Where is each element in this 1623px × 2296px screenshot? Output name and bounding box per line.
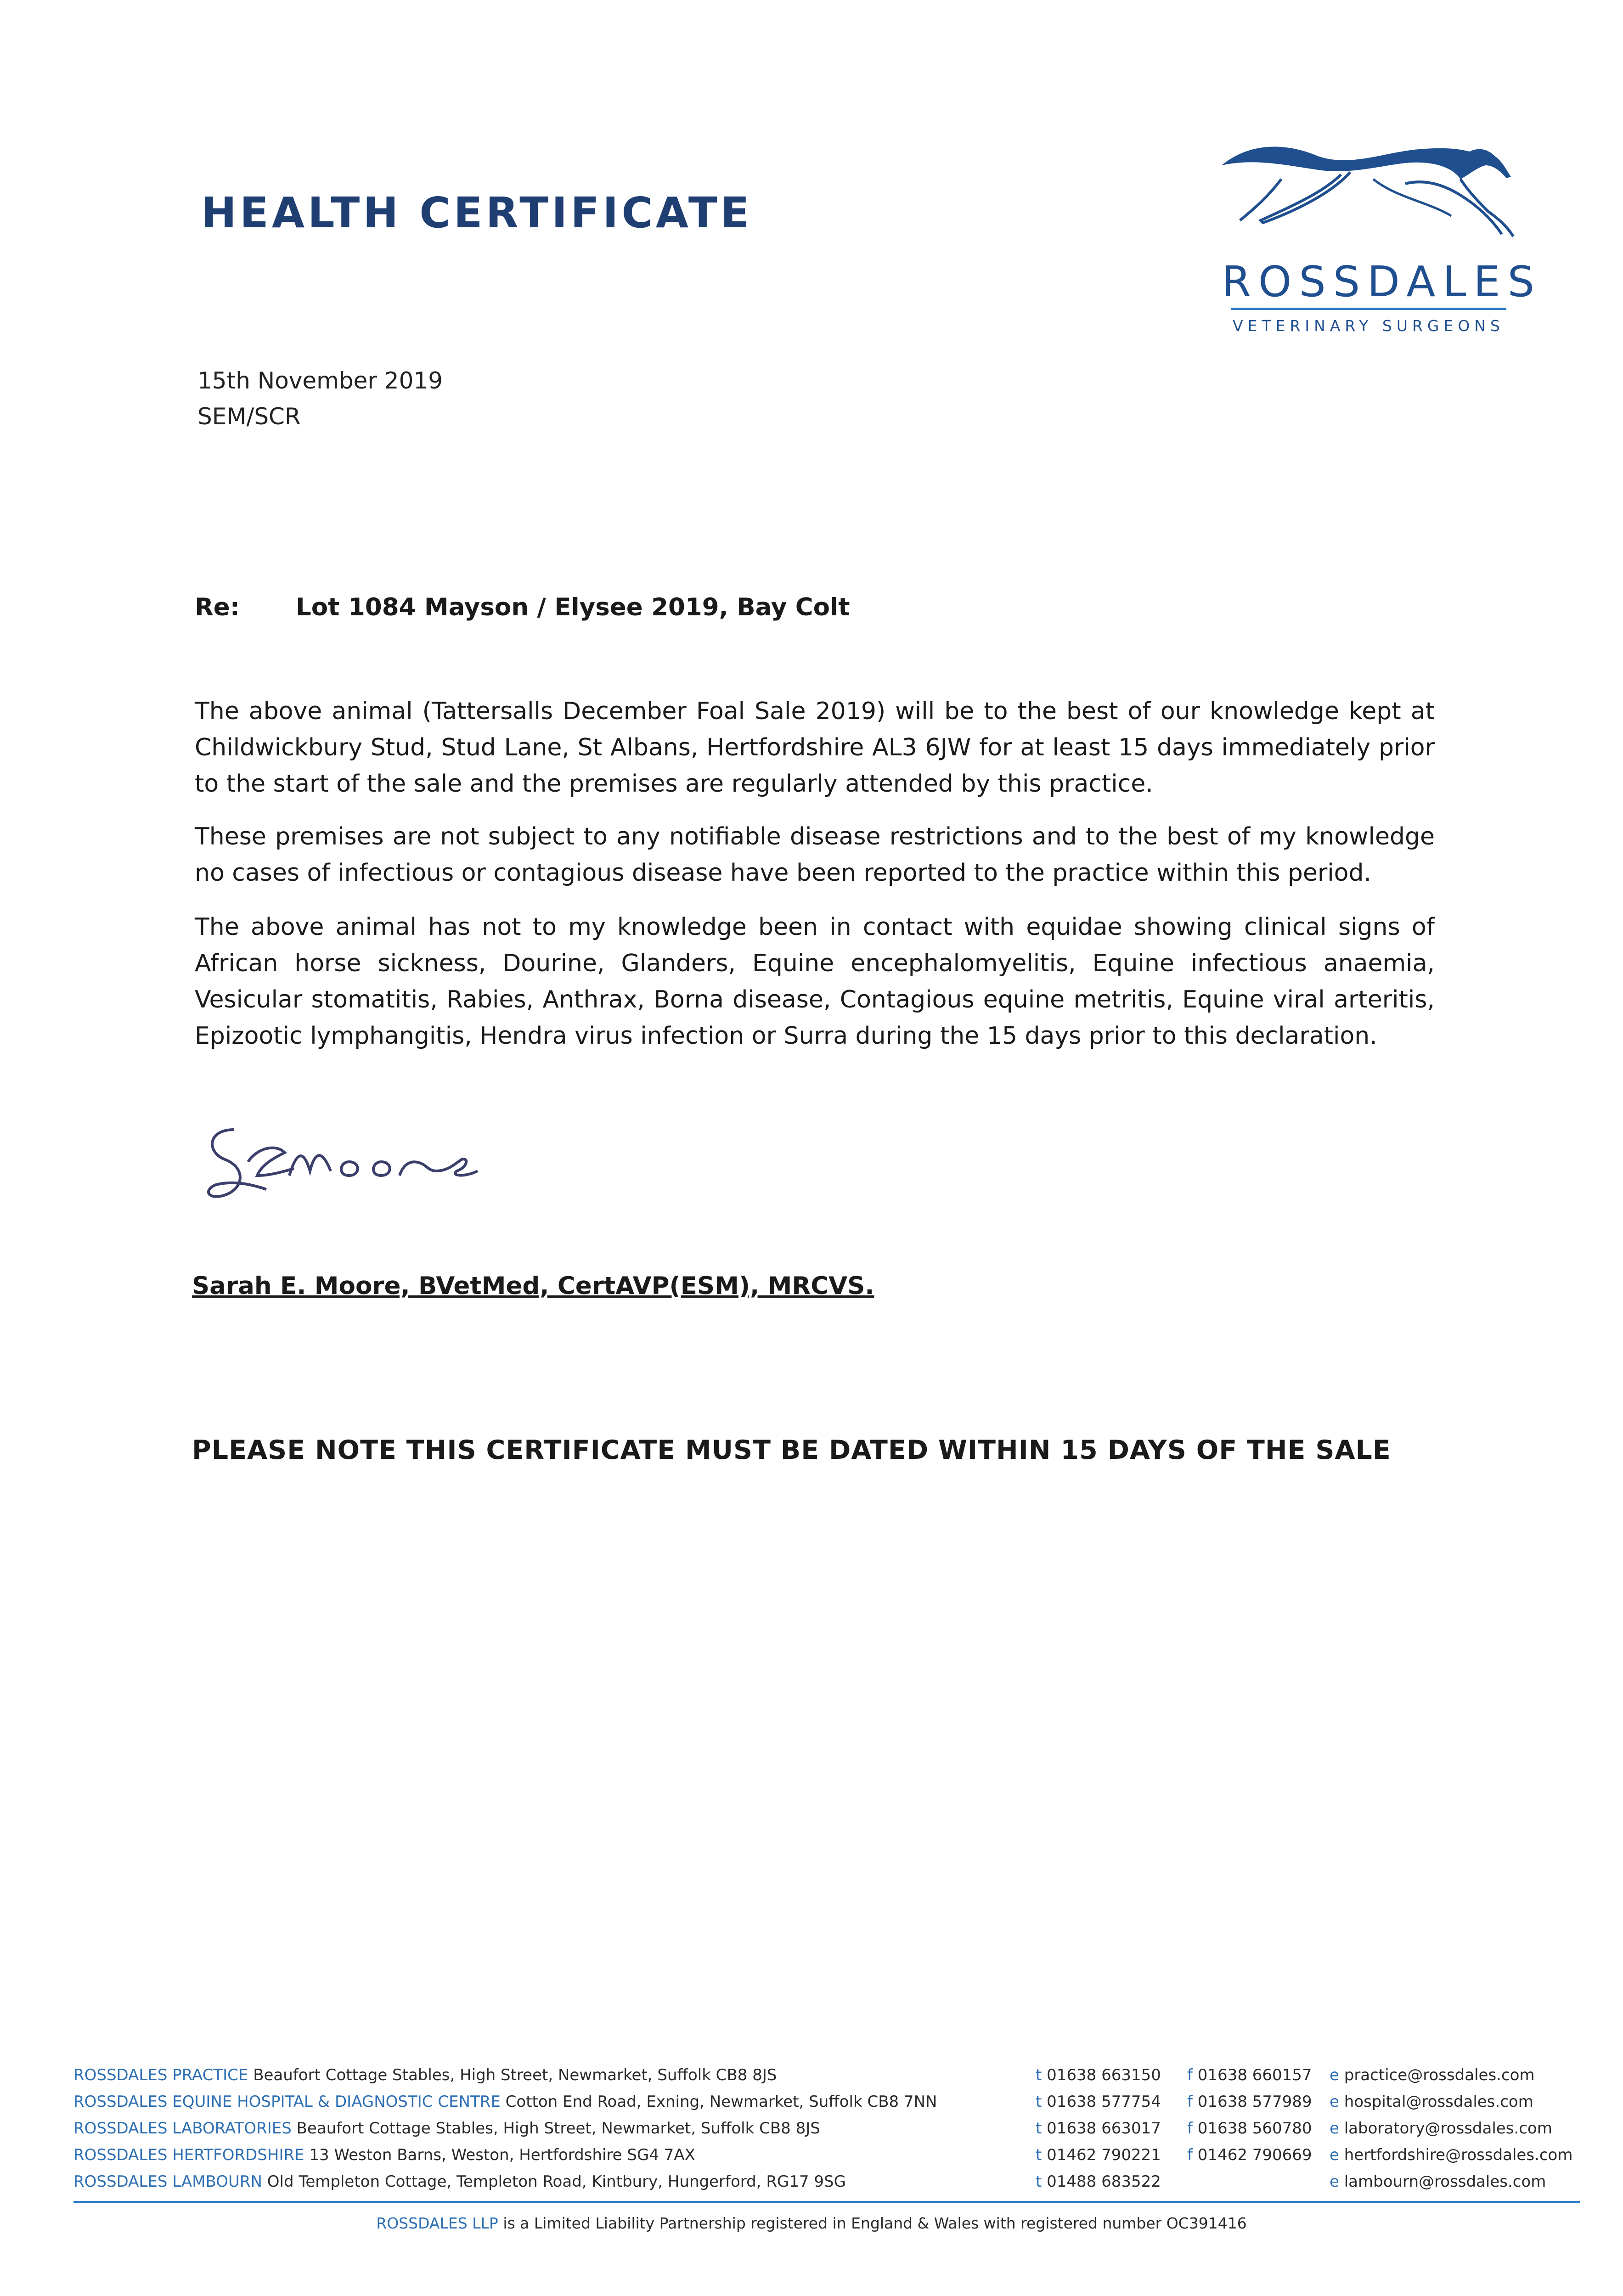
office-address: Cotton End Road, Exning, Newmarket, Suffolk CB8 7NN — [505, 2093, 937, 2111]
legal-company-name: ROSSDALES LLP — [376, 2214, 498, 2232]
office-phone: 01638 663017 — [1047, 2119, 1161, 2138]
legal-notice — [0, 2214, 1623, 2232]
footer-office-row: ROSSDALES HERTFORDSHIRE 13 Weston Barns, Weston, Hertfordshire SG4 7AX t 01462 790221 f 01462 790669 e hertfordshire@rossdales.com — [73, 2146, 1573, 2164]
body-paragraph: The above animal has not to my knowledge been in contact with equidae showing clinical signs of African horse sickness, Dourine, Glanders, Equine encephalomyelitis, Equine infectious anaemia, Vesicular stomatitis, Rabies, Anthrax, Borna disease, Contagious equine metritis, Equine viral arteritis, Epizootic lymphangitis, Hendra virus infection or Surra during the 15 days prior to this declaration. — [195, 913, 1435, 1050]
office-email: hertfordshire@rossdales.com — [1344, 2146, 1573, 2164]
office-address: Old Templeton Cottage, Templeton Road, Kintbury, Hungerford, RG17 9SG — [267, 2172, 846, 2191]
body-paragraph: The above animal (Tattersalls December Foal Sale 2019) will be to the best of our knowledge kept at Childwickbury Stud, Stud Lane, St Albans, Hertfordshire AL3 6JW for at least 15 days immediately prior to the start of the sale and the premises are regularly attended by this practice. — [195, 698, 1435, 798]
office-name: ROSSDALES HERTFORDSHIRE — [73, 2146, 304, 2164]
office-fax: 01638 660157 — [1197, 2066, 1312, 2084]
office-phone: 01638 663150 — [1047, 2066, 1161, 2084]
body-paragraph: These premises are not subject to any notifiable disease restrictions and to the best of my knowledge no cases of infectious or contagious disease have been reported to the practice within this period. — [195, 823, 1435, 887]
office-email: laboratory@rossdales.com — [1344, 2119, 1552, 2138]
document-title: HEALTH CERTIFICATE — [201, 188, 753, 237]
handwritten-signature — [197, 1111, 519, 1217]
office-email: hospital@rossdales.com — [1344, 2093, 1533, 2111]
footer-office-row: ROSSDALES PRACTICE Beaufort Cottage Stables, High Street, Newmarket, Suffolk CB8 8JS t 01638 663150 f 01638 660157 e practice@rossdales.com — [73, 2066, 1535, 2084]
signature-icon — [197, 1111, 519, 1217]
signer-name: Sarah E. Moore, BVetMed, CertAVP(ESM), MRCVS. — [192, 1272, 874, 1300]
office-name: ROSSDALES PRACTICE — [73, 2066, 248, 2084]
subject-text: Lot 1084 Mayson / Elysee 2019, Bay Colt — [296, 593, 850, 621]
footer-offices — [73, 2062, 1571, 2195]
office-phone: 01638 577754 — [1047, 2093, 1161, 2111]
letter-reference: SEM/SCR — [197, 403, 301, 430]
office-email: lambourn@rossdales.com — [1344, 2172, 1546, 2191]
horse-logo-icon — [1212, 124, 1525, 257]
footer-office-row: ROSSDALES LABORATORIES Beaufort Cottage Stables, High Street, Newmarket, Suffolk CB8 8JS t 01638 663017 f 01638 560780 e laboratory@rossdales.com — [73, 2119, 1552, 2138]
subject-label: Re: — [195, 593, 240, 621]
office-name: ROSSDALES EQUINE HOSPITAL & DIAGNOSTIC CENTRE — [73, 2093, 501, 2111]
letter-meta — [197, 363, 443, 434]
office-fax: 01462 790669 — [1197, 2146, 1312, 2164]
office-phone: 01462 790221 — [1047, 2146, 1161, 2164]
office-phone: 01488 683522 — [1047, 2172, 1161, 2191]
certificate-notice: PLEASE NOTE THIS CERTIFICATE MUST BE DATED WITHIN 15 DAYS OF THE SALE — [192, 1435, 1391, 1465]
legal-text: is a Limited Liability Partnership registered in England & Wales with registered number OC391416 — [503, 2214, 1247, 2232]
office-address: Beaufort Cottage Stables, High Street, Newmarket, Suffolk CB8 8JS — [253, 2066, 777, 2084]
letter-date: 15th November 2019 — [197, 367, 443, 394]
rossdales-logo — [1212, 124, 1542, 349]
footer-divider — [73, 2201, 1580, 2203]
footer-office-row: ROSSDALES EQUINE HOSPITAL & DIAGNOSTIC CENTRE Cotton End Road, Exning, Newmarket, Suffolk CB8 7NN t 01638 577754 f 01638 577989 e hospital@rossdales.com — [73, 2093, 1533, 2111]
office-name: ROSSDALES LABORATORIES — [73, 2119, 292, 2138]
office-fax: 01638 577989 — [1197, 2093, 1312, 2111]
office-address: 13 Weston Barns, Weston, Hertfordshire SG4 7AX — [309, 2146, 695, 2164]
office-fax: 01638 560780 — [1197, 2119, 1312, 2138]
brand-name: ROSSDALES — [1222, 257, 1542, 306]
office-email: practice@rossdales.com — [1344, 2066, 1535, 2084]
office-address: Beaufort Cottage Stables, High Street, Newmarket, Suffolk CB8 8JS — [296, 2119, 820, 2138]
brand-subtitle: VETERINARY SURGEONS — [1233, 317, 1505, 335]
brand-divider — [1231, 308, 1506, 310]
office-name: ROSSDALES LAMBOURN — [73, 2172, 262, 2191]
footer-office-row: ROSSDALES LAMBOURN Old Templeton Cottage, Templeton Road, Kintbury, Hungerford, RG17 9SG t 01488 683522 e lambourn@rossdales.com — [73, 2172, 1546, 2191]
